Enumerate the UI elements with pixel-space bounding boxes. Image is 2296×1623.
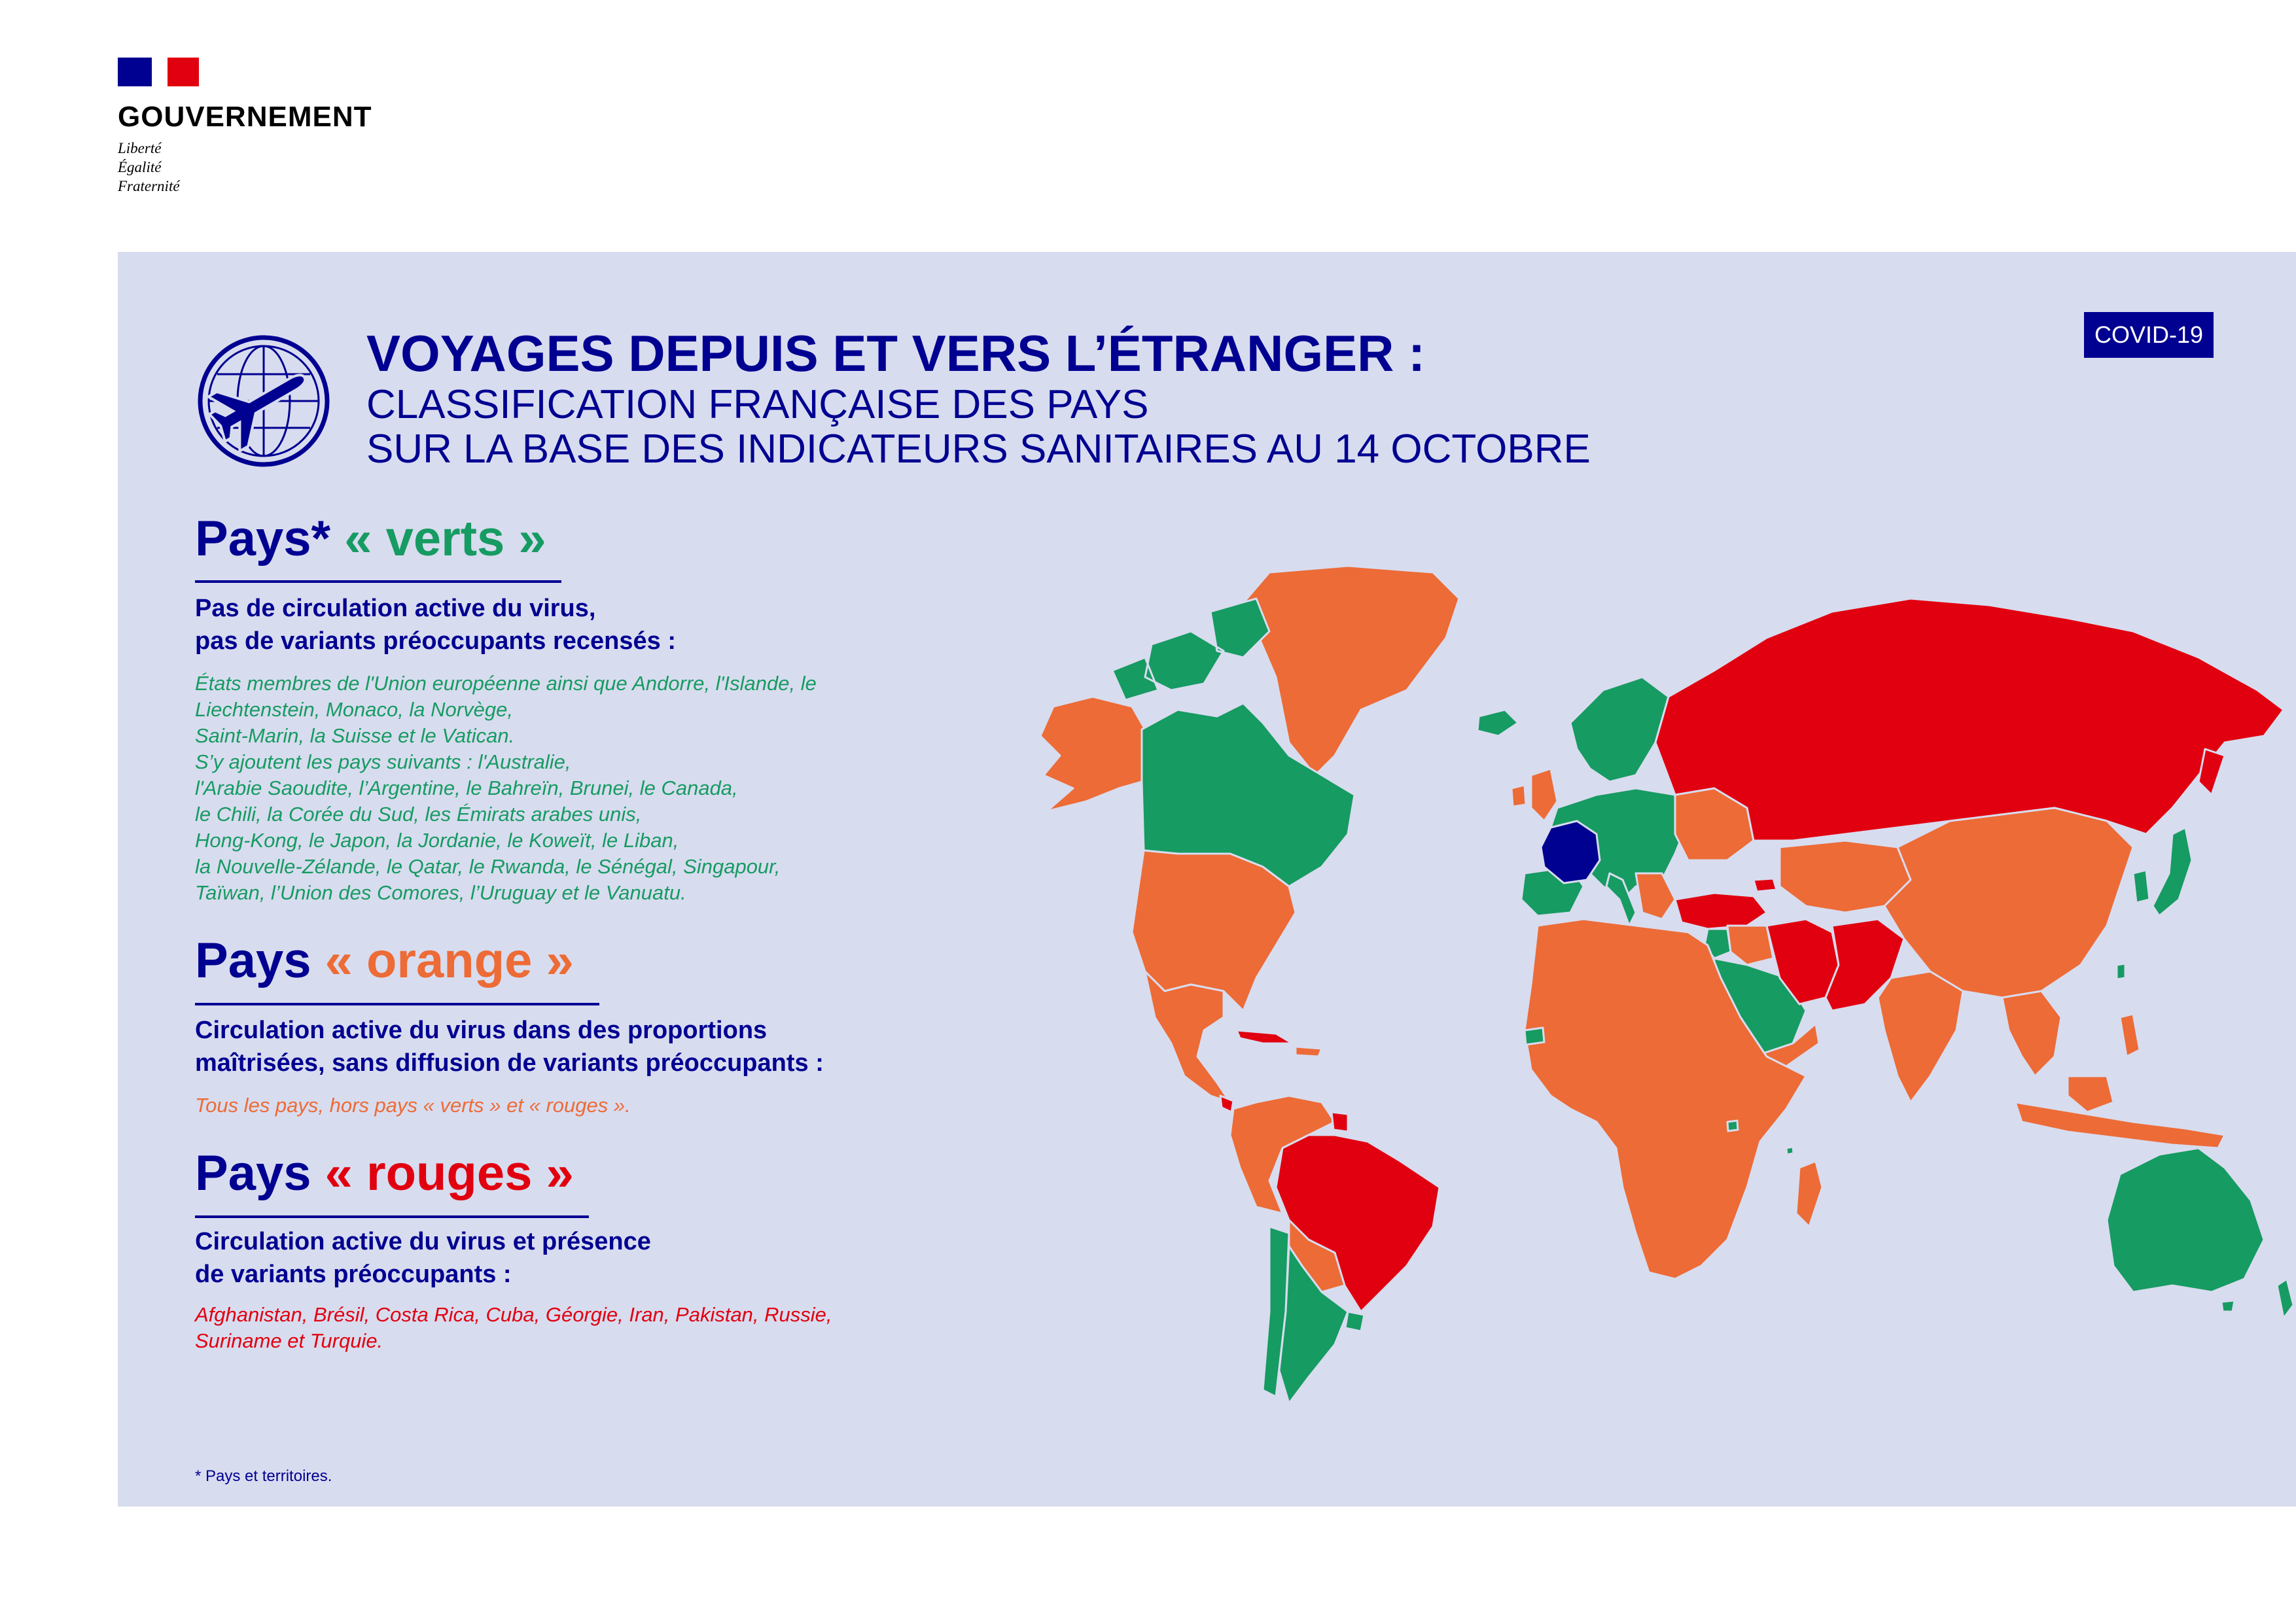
map-philippines [2120,1014,2140,1056]
map-korea [2133,870,2149,903]
map-iraq-syria [1727,926,1773,965]
world-map [981,559,2296,1410]
map-canada-arctic [1112,599,1269,700]
map-iceland [1477,710,1518,736]
marianne-flag-logo [118,58,199,86]
globe-airplane-icon [196,334,331,468]
map-turkey [1675,893,1767,929]
covid-badge: COVID-19 [2084,312,2214,358]
green-section-prefix: Pays* [195,511,331,567]
map-uk [1511,769,1557,821]
map-madagascar [1796,1161,1822,1227]
page-subtitle [366,383,1591,472]
subtitle-line-1: CLASSIFICATION FRANÇAISE DES PAYS [366,382,1149,427]
map-mexico [1145,971,1230,1102]
map-scandinavia [1570,677,1669,782]
government-logo [118,58,372,196]
map-balkans [1636,873,1675,919]
map-costa-rica [1220,1096,1233,1112]
map-uruguay [1345,1312,1364,1331]
map-comores [1786,1147,1793,1155]
red-section-title [195,1145,574,1202]
map-caribbean [1296,1047,1322,1056]
motto-fraternite: Fraternité [118,178,180,194]
orange-section-label: « orange » [325,933,574,988]
republic-motto [118,139,372,196]
map-australia [2107,1148,2264,1292]
map-china [1884,808,2133,998]
map-taiwan [2117,964,2125,979]
map-new-zealand [2277,1279,2293,1318]
red-section-description: Circulation active du virus et présence de variants préoccupants : [195,1228,651,1288]
map-india [1878,971,1963,1102]
map-russia [1655,599,2284,841]
red-section-label: « rouges » [325,1145,574,1201]
map-senegal [1525,1028,1544,1045]
map-borneo [2068,1076,2113,1112]
orange-countries-list: Tous les pays, hors pays « verts » et « rouges ». [195,1094,631,1117]
orange-section-prefix: Pays [195,933,311,988]
motto-liberte: Liberté [118,140,162,156]
footnote: * Pays et territoires. [195,1467,332,1485]
map-indonesia [2015,1102,2225,1148]
orange-section-title [195,932,574,989]
motto-egalite: Égalité [118,159,162,175]
orange-section-description: Circulation active du virus dans des proportions maîtrisées, sans diffusion de variants préoccupants : [195,1017,824,1077]
red-countries-list: Afghanistan, Brésil, Costa Rica, Cuba, Géorgie, Iran, Pakistan, Russie, Suriname et Turquie. [195,1303,832,1352]
subtitle-line-2: SUR LA BASE DES INDICATEURS SANITAIRES AU 14 OCTOBRE [366,427,1591,472]
map-japan [2153,828,2192,916]
map-southeast-asia [2002,991,2061,1076]
green-countries-list: États membres de l'Union européenne ainsi que Andorre, l'Islande, le Liechtenstein, Monaco, la Norvège, Saint-Marin, la Suisse et le Vatican. S’y ajoutent les pays suivants : l'Australie, l'Arabie Saoudite, l’Argentine, le Bahreïn, Brunei, le Canada, le Chili, la Corée du Sud, les Émirats arabes unis, Hong-Kong, le Japon, la Jordanie, le Koweït, le Liban, la Nouvelle-Zélande, le Qatar, le Rwanda, le Sénégal, Singapour, Taïwan, l’Union des Comores, l’Uruguay et le Vanuatu. [195,672,817,904]
infographic-panel [118,252,2296,1507]
green-section-title [195,510,546,567]
green-section-description: Pas de circulation active du virus, pas de variants préoccupants recensés : [195,595,676,655]
page-title: VOYAGES DEPUIS ET VERS L’ÉTRANGER : [366,324,1426,382]
map-suriname [1332,1112,1348,1132]
map-alaska [1040,697,1145,811]
red-section-prefix: Pays [195,1145,311,1201]
map-tasmania [2221,1300,2234,1312]
government-title: GOUVERNEMENT [118,101,372,133]
green-section-rule [195,580,561,583]
map-cuba [1237,1030,1292,1043]
red-section-rule [195,1215,589,1218]
orange-section-rule [195,1003,599,1005]
map-georgia [1754,879,1776,892]
green-section-label: « verts » [344,511,546,567]
map-rwanda [1727,1121,1738,1131]
